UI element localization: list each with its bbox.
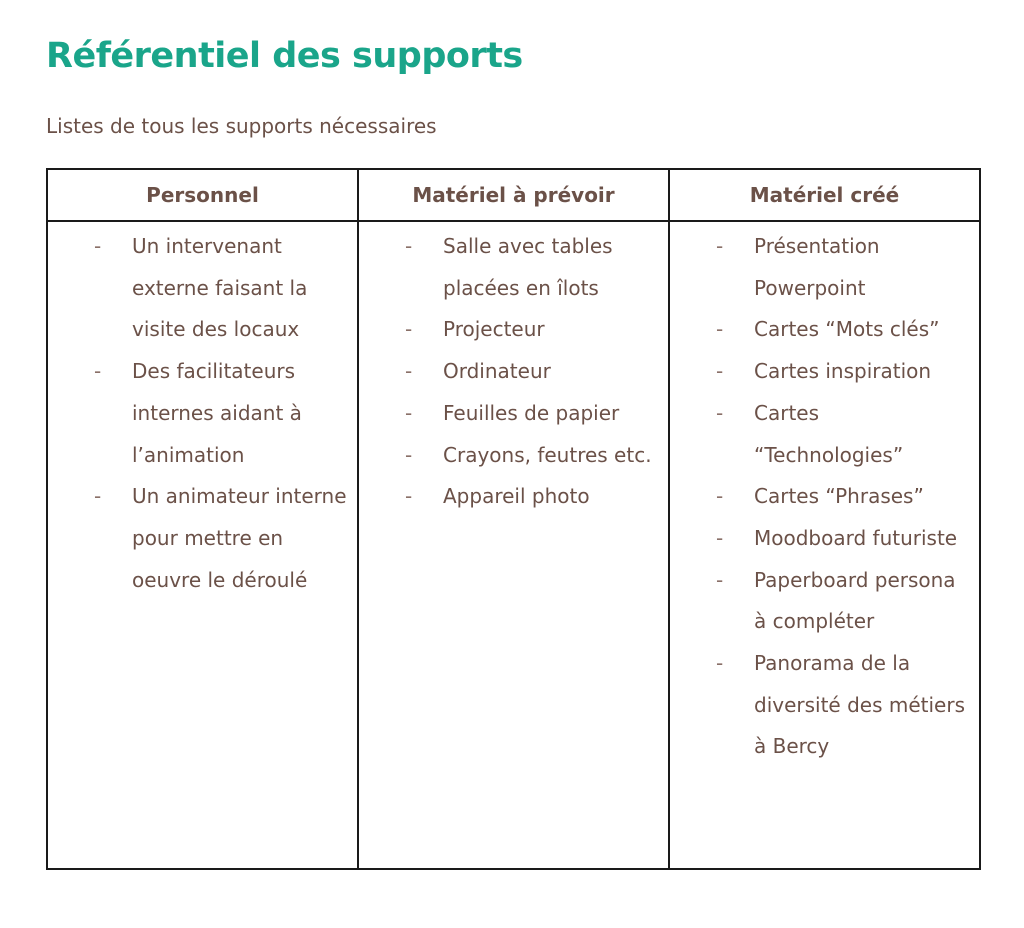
personnel-list	[48, 226, 357, 601]
list-item-text: Cartes “Technologies”	[754, 400, 904, 467]
list-item: - Cartes inspiration	[716, 359, 932, 384]
list-item: - Salle avec tables placées en îlots	[405, 234, 613, 300]
list-item: - Paperboard persona à compléter	[716, 567, 956, 634]
materiel-a-prevoir-list	[359, 226, 668, 518]
list-item: - Un animateur interne pour mettre en oeuvre le déroulé	[94, 484, 347, 592]
list-item: - Cartes “Phrases”	[716, 484, 924, 509]
list-item-text: Des facilitateurs internes aidant à l’animation	[132, 359, 302, 467]
list-item-text: Feuilles de papier	[443, 400, 620, 425]
supports-table	[46, 168, 981, 870]
list-item: - Ordinateur	[405, 359, 551, 384]
list-item-text: Paperboard persona à compléter	[754, 567, 956, 634]
page-subtitle: Listes de tous les supports nécessaires	[46, 114, 437, 138]
list-item-text: Appareil photo	[443, 484, 590, 509]
list-item: - Panorama de la diversité des métiers à Bercy	[716, 651, 966, 759]
list-item-text: Panorama de la diversité des métiers à Bercy	[754, 651, 966, 759]
table-body-row	[47, 221, 980, 869]
list-item-text: Un intervenant externe faisant la visite des locaux	[132, 234, 308, 342]
list-item: - Appareil photo	[405, 484, 590, 509]
list-item-text: Présentation Powerpoint	[754, 234, 880, 300]
list-item: - Présentation Powerpoint	[716, 234, 880, 300]
list-item: - Crayons, feutres etc.	[405, 442, 652, 467]
list-item: - Un intervenant externe faisant la visite des locaux	[94, 234, 308, 342]
list-item-text: Cartes “Phrases”	[754, 484, 924, 509]
page-title: Référentiel des supports	[46, 36, 523, 76]
materiel-cree-list	[670, 226, 979, 768]
column-header-materiel-a-prevoir: Matériel à prévoir	[358, 169, 669, 221]
column-header-materiel-cree: Matériel créé	[669, 169, 980, 221]
list-item-text: Cartes inspiration	[754, 359, 932, 384]
table-header-row	[47, 169, 980, 221]
list-item-text: Salle avec tables placées en îlots	[443, 234, 613, 300]
list-item: - Cartes “Mots clés”	[716, 317, 940, 342]
column-materiel-a-prevoir	[358, 221, 669, 869]
list-item: - Cartes “Technologies”	[716, 400, 904, 467]
list-item: - Moodboard futuriste	[716, 525, 958, 550]
column-personnel	[47, 221, 358, 869]
list-item-text: Ordinateur	[443, 359, 551, 384]
list-item-text: Un animateur interne pour mettre en oeuvre le déroulé	[132, 484, 347, 592]
list-item-text: Projecteur	[443, 317, 545, 342]
list-item: - Des facilitateurs internes aidant à l’animation	[94, 359, 302, 467]
column-header-personnel: Personnel	[47, 169, 358, 221]
column-materiel-cree	[669, 221, 980, 869]
list-item-text: Cartes “Mots clés”	[754, 317, 940, 342]
list-item-text: Crayons, feutres etc.	[443, 442, 652, 467]
list-item-text: Moodboard futuriste	[754, 525, 958, 550]
list-item: - Projecteur	[405, 317, 545, 342]
list-item: - Feuilles de papier	[405, 400, 620, 425]
